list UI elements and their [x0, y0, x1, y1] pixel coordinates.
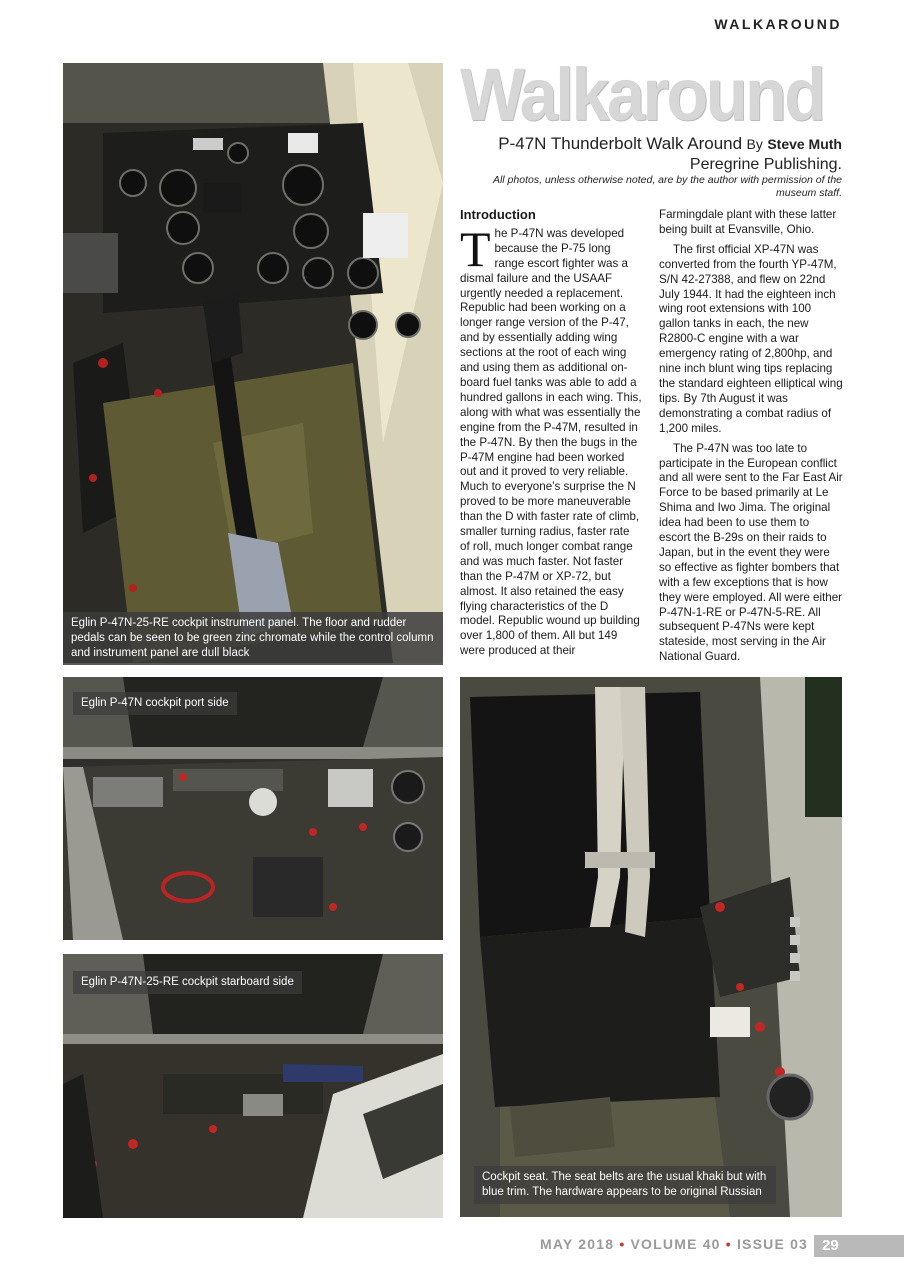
issue-volume: VOLUME 40 — [630, 1236, 721, 1252]
paragraph: The P-47N was too late to participate in the European conflict and all were sent to the Far East Air Force to be based primarily at Le Shima and Iwo Jima. The original idea had been to use them to escort the B-29s on their raids to Japan, but in the event they were so effective as fighter bombers that with a few exceptions that is how they were employed. All were either P-47N-1-RE or P-47N-5-RE. All subsequent P-47Ns were kept stateside, most serving in the Air National Guard. — [659, 441, 843, 664]
paragraph: The first official XP-47N was converted from the fourth YP-47M, S/N 42-27388, and flew on 22nd July 1944. It had the eighteen inch wing root extensions with 100 gallon tanks in each, the new R2800-C engine with a war emergency rating of 2,800hp, and nine inch blunt wing tips replacing the standard eighteen elliptical wing tips. By 7th August it was demonstrating a combat radius of 1,200 miles. — [659, 242, 843, 435]
instrument-panel-photo — [63, 63, 443, 663]
subtitle-block — [462, 134, 842, 175]
article-column-2 — [659, 208, 843, 670]
article-subtitle: P-47N Thunderbolt Walk Around — [498, 134, 743, 153]
paragraph — [460, 220, 642, 659]
display-title: Walkaround — [460, 53, 824, 136]
article-column-1 — [460, 208, 642, 664]
paragraph: Farmingdale plant with these latter being built at Evansville, Ohio. — [659, 208, 837, 236]
section-tag: WALKAROUND — [714, 16, 842, 32]
port-side-caption: Eglin P-47N cockpit port side — [73, 692, 237, 715]
starboard-side-caption: Eglin P-47N-25-RE cockpit starboard side — [73, 971, 302, 994]
page-number: 29 — [814, 1235, 904, 1257]
section-heading: Introduction — [460, 207, 536, 222]
byline-by: By — [746, 136, 763, 152]
port-side-photo — [63, 677, 443, 940]
seat-photo — [460, 677, 842, 1217]
issue-month: MAY 2018 — [540, 1236, 615, 1252]
issue-number: ISSUE 03 — [736, 1236, 809, 1252]
author-name: Steve Muth — [767, 136, 842, 152]
drop-cap: T — [460, 220, 491, 277]
separator-dot: • — [725, 1236, 732, 1252]
instrument-panel-caption: Eglin P-47N-25-RE cockpit instrument panel. The floor and rudder pedals can be seen to be green zinc chromate while the control column and instrument panel are dull black — [63, 612, 443, 665]
seat-caption: Cockpit seat. The seat belts are the usual khaki but with blue trim. The hardware appears to be original Russian — [474, 1166, 776, 1204]
issue-info — [540, 1236, 808, 1252]
separator-dot: • — [619, 1236, 626, 1252]
photo-credit: All photos, unless otherwise noted, are by the author with permission of the museum staff. — [492, 174, 842, 199]
publisher-name: Peregrine Publishing. — [689, 156, 842, 173]
paragraph-text: he P-47N was developed because the P-75 long range escort fighter was a dismal failure and the USAAF urgently needed a replacement. Republic had been working on a longer range version of the P-47, and by essentially adding wing sections at the root of each wing and using them as additional on-board fuel tanks was able to add a hundred gallons in each wing. This, along with what was essentially the engine from the P-47M, resulted in the P-47N. By then the bugs in the P-47M engine had been worked out and it proved to very reliable. Much to everyone’s surprise the N proved to be more maneuverable than the D with faster rate of climb, smaller turning radius, faster rate of roll, much longer combat range and was much faster. Not faster than the P-47M or XP-72, but almost. It also retained the easy flying characteristics of the D model. Republic wound up building over 1,800 of them. All but 149 were produced at their — [460, 226, 642, 658]
